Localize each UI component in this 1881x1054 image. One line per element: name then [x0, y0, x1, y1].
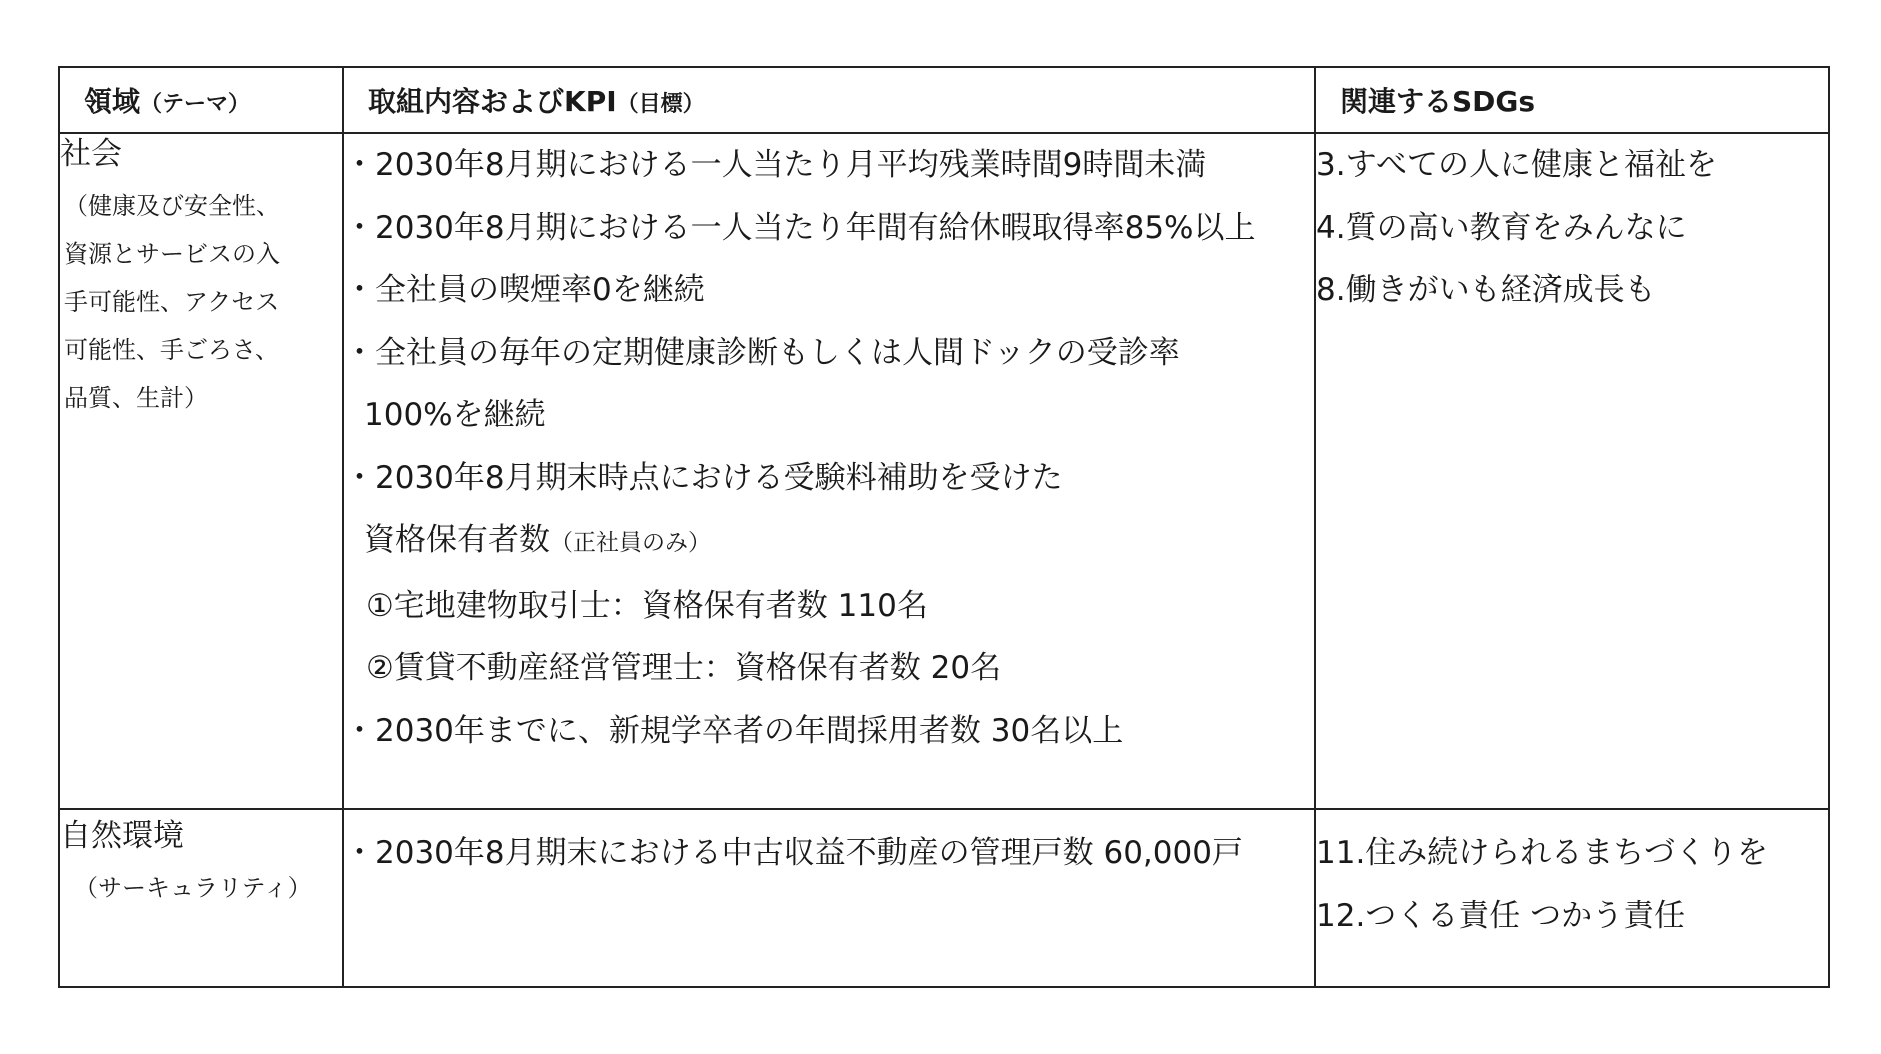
kpi-line: ・2030年8月期末における中古収益不動産の管理戸数 60,000戸	[344, 835, 1243, 871]
kpi-table	[58, 66, 1830, 988]
kpi-line: ②賃貸不動産経営管理士：資格保有者数 20名	[366, 650, 1002, 686]
sdg-item: 4.質の高い教育をみんなに	[1316, 209, 1687, 246]
area-title: 自然環境	[60, 818, 184, 854]
kpi-line: 100%を継続	[364, 397, 546, 433]
area-title: 社会	[60, 136, 122, 172]
sdg-item: 3.すべての人に健康と福祉を	[1316, 147, 1717, 183]
sdg-item: 12.つくる責任 つかう責任	[1316, 897, 1686, 934]
kpi-line	[344, 509, 1314, 575]
sdg-item: 8.働きがいも経済成長も	[1316, 272, 1656, 308]
sdg-cell-social	[1315, 133, 1829, 809]
area-description: （サーキュラリティ）	[74, 874, 312, 902]
kpi-line: ①宅地建物取引士：資格保有者数 110名	[366, 587, 928, 624]
sdg-cell-nature	[1315, 809, 1829, 987]
area-description: （健康及び安全性、 資源とサービスの入 手可能性、アクセス 可能性、手ごろさ、 品質、生計）	[64, 192, 280, 412]
header-kpi-sub: （目標）	[616, 92, 705, 117]
header-kpi-label: 取組内容およびKPI	[368, 85, 617, 118]
header-sdgs-label: 関連するSDGs	[1340, 85, 1536, 118]
kpi-cell-social	[343, 133, 1315, 809]
header-area-label: 領域	[84, 85, 141, 118]
kpi-line: ・2030年8月期における一人当たり年間有給休暇取得率85%以上	[344, 209, 1256, 246]
sdg-item: 11.住み続けられるまちづくりを	[1316, 835, 1768, 871]
kpi-note: （正社員のみ）	[550, 530, 711, 556]
table-row	[59, 133, 1829, 809]
kpi-line: ・2030年8月期における一人当たり月平均残業時間9時間未満	[344, 147, 1207, 183]
kpi-line-text: 資格保有者数	[364, 522, 550, 558]
kpi-line: ・2030年8月期末時点における受験料補助を受けた	[344, 459, 1063, 496]
table-header-row	[59, 67, 1829, 133]
header-area	[59, 67, 343, 133]
area-cell-nature	[59, 809, 343, 987]
area-cell-social	[59, 133, 343, 809]
kpi-line: ・全社員の毎年の定期健康診断もしくは人間ドックの受診率	[344, 334, 1180, 371]
kpi-cell-nature	[343, 809, 1315, 987]
header-area-sub: （テーマ）	[140, 92, 251, 117]
kpi-line: ・2030年までに、新規学卒者の年間採用者数 30名以上	[344, 712, 1124, 749]
header-kpi	[343, 67, 1315, 133]
kpi-line: ・全社員の喫煙率0を継続	[344, 272, 705, 308]
table-row	[59, 809, 1829, 987]
header-sdgs	[1315, 67, 1829, 133]
